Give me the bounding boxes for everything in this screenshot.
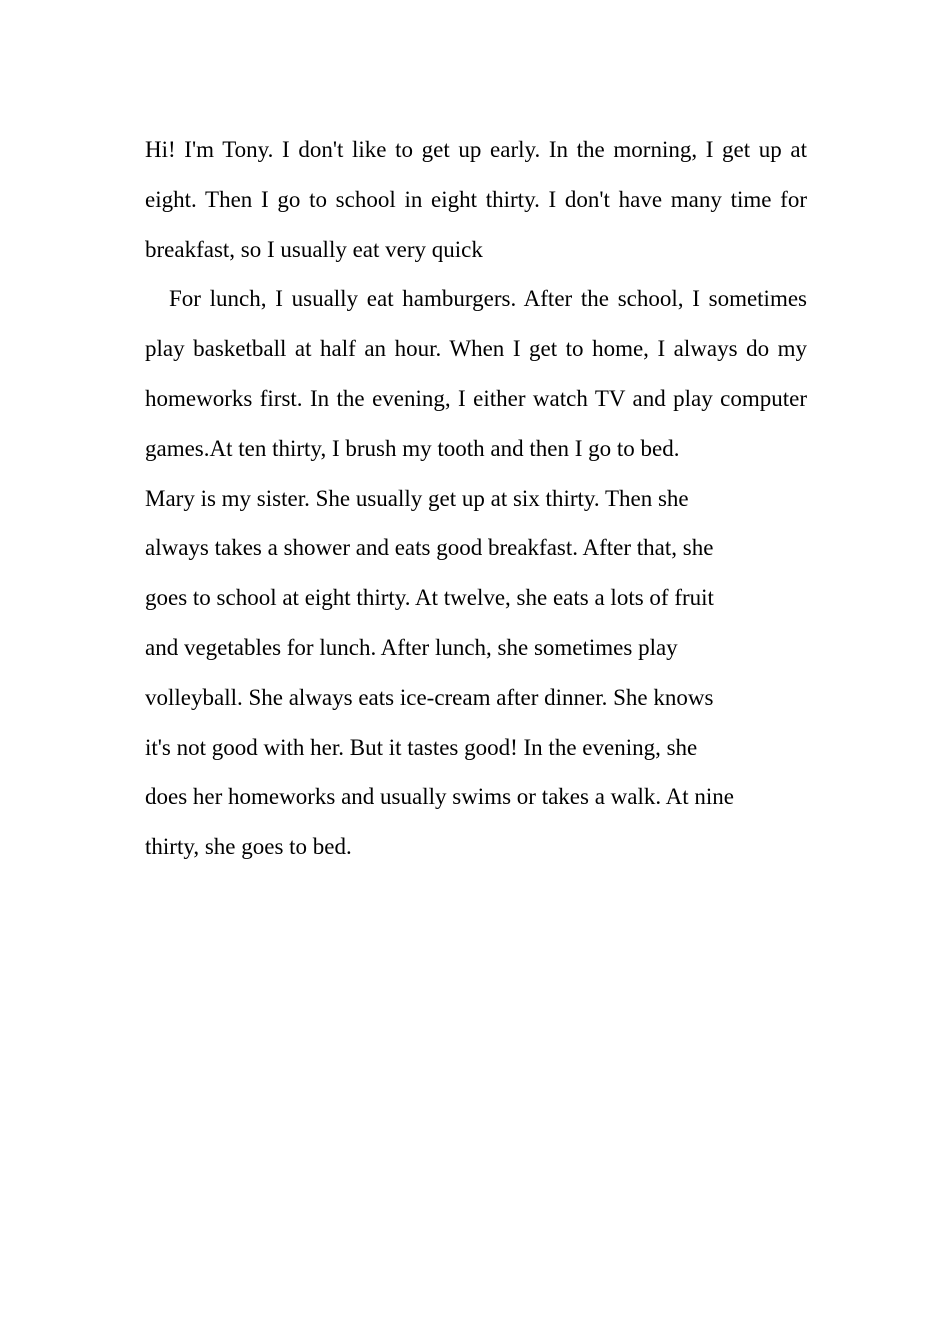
tony-paragraph-2: For lunch, I usually eat hamburgers. After the school, I sometimes play basketball at half an hour. When I get to home, I always do my homeworks first. In the evening, I either watch TV and play computer games.At ten thirty, I brush my tooth and then I go to bed. [145,286,807,461]
mary-line: always takes a shower and eats good breakfast. After that, she [145,535,714,561]
mary-line: does her homeworks and usually swims or takes a walk. At nine [145,784,734,810]
mary-line: and vegetables for lunch. After lunch, she sometimes play [145,634,678,660]
mary-line: goes to school at eight thirty. At twelve, she eats a lots of fruit [145,585,714,611]
mary-paragraph [145,474,807,872]
document-body [145,125,807,872]
tony-paragraph-1: Hi! I'm Tony. I don't like to get up early. In the morning, I get up at eight. Then I go to school in eight thirty. I don't have many time for breakfast, so I usually eat very quick [145,137,807,262]
mary-line: Mary is my sister. She usually get up at six thirty. Then she [145,485,689,511]
mary-line: volleyball. She always eats ice-cream after dinner. She knows [145,684,714,710]
mary-line: it's not good with her. But it tastes good! In the evening, she [145,734,698,760]
mary-line: thirty, she goes to bed. [145,834,352,860]
